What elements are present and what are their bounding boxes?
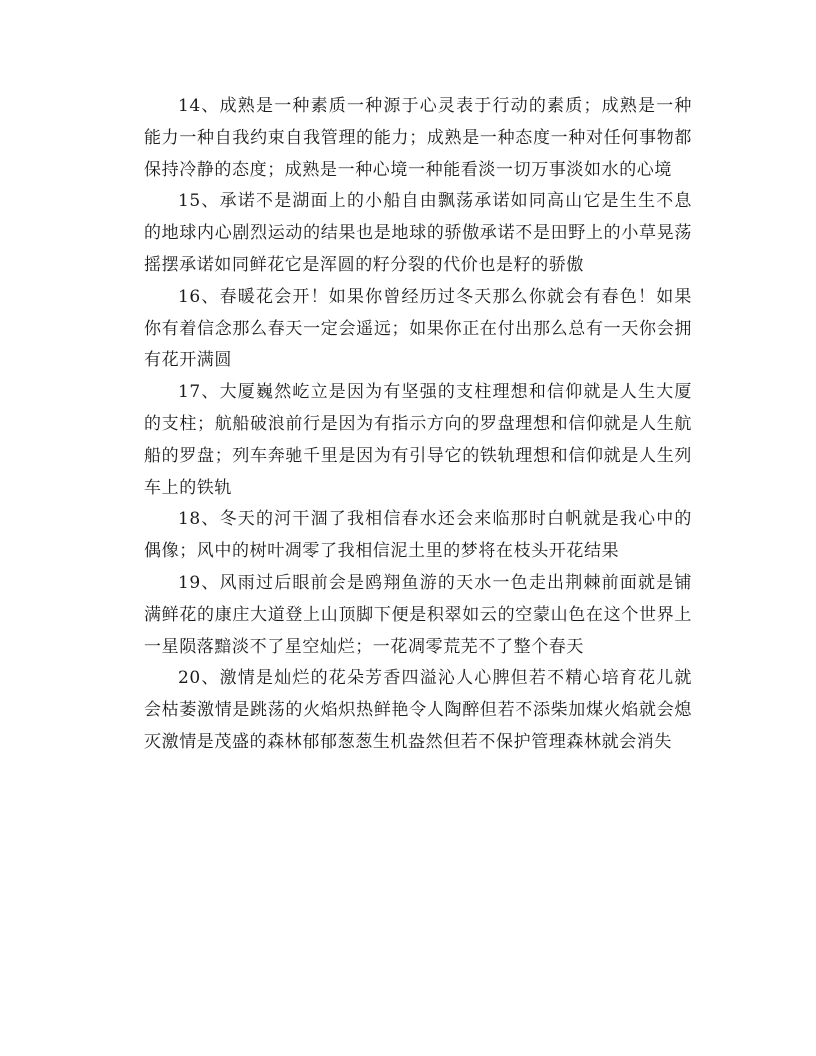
paragraph-20: 20、激情是灿烂的花朵芳香四溢沁人心脾但若不精心培育花儿就会枯萎激情是跳荡的火焰炽热鲜艳令人陶醉但若不添柴加煤火焰就会熄灭激情是茂盛的森林郁郁葱葱生机盎然但若不保护管理森林就会消失 — [144, 668, 692, 752]
document-body — [144, 91, 692, 759]
paragraph-16: 16、春暖花会开！如果你曾经历过冬天那么你就会有春色！如果你有着信念那么春天一定会遥远；如果你正在付出那么总有一天你会拥有花开满圆 — [144, 286, 692, 371]
paragraph-17: 17、大厦巍然屹立是因为有坚强的支柱理想和信仰就是人生大厦的支柱；航船破浪前行是因为有指示方向的罗盘理想和信仰就是人生航船的罗盘；列车奔驰千里是因为有引导它的铁轨理想和信仰就是人生列车上的铁轨 — [144, 382, 692, 498]
paragraph-19: 19、风雨过后眼前会是鸥翔鱼游的天水一色走出荆棘前面就是铺满鲜花的康庄大道登上山顶脚下便是积翠如云的空蒙山色在这个世界上一星陨落黯淡不了星空灿烂；一花凋零荒芜不了整个春天 — [144, 572, 692, 657]
paragraph-14: 14、成熟是一种素质一种源于心灵表于行动的素质；成熟是一种能力一种自我约束自我管理的能力；成熟是一种态度一种对任何事物都保持冷静的态度；成熟是一种心境一种能看淡一切万事淡如水的心境 — [144, 96, 692, 180]
paragraph-18: 18、冬天的河干涸了我相信春水还会来临那时白帆就是我心中的偶像；风中的树叶凋零了我相信泥土里的梦将在枝头开花结果 — [144, 509, 692, 562]
paragraph-15: 15、承诺不是湖面上的小船自由飘荡承诺如同高山它是生生不息的地球内心剧烈运动的结果也是地球的骄傲承诺不是田野上的小草晃荡摇摆承诺如同鲜花它是浑圆的籽分裂的代价也是籽的骄傲 — [144, 191, 692, 275]
